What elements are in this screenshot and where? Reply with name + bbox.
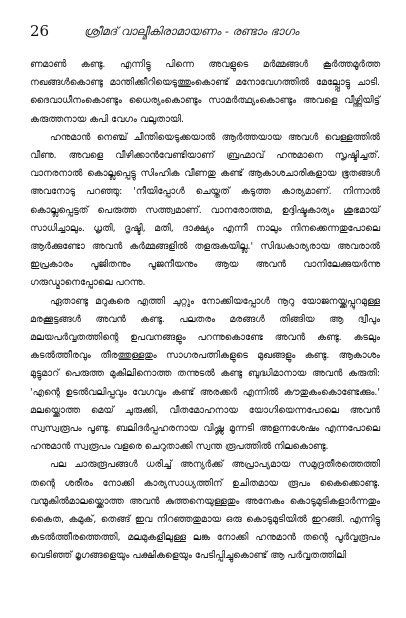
paragraph: ഹനുമാൻ നെഞ്ച് ചീന്തിയെടുക്കയാൽ ആർത്തയായ അവൾ വെള്ളത്തിൽ വീണു. അവളെ വീഴിക്കാൻവേണ്ടിയാണ് ബ്രഹ്മാവ് ഹനുമാനെ സൃഷ്ടിച്ചത്. വാനരനാൽ കൊല്ലപ്പെട്ടു സിംഹിക വീണതു കണ്ട് ആകാശചാരികളായ ഭൂതങ്ങൾ അവനോടു പറഞ്ഞു: 'നീയിപ്പോൾ ചെയ്തത് കടുത്ത കാര്യമാണ്. നിന്നാൽ കൊല്ലപ്പെട്ടത് പെരുത്ത സത്ത്വമാണ്. വാനരോത്തമ, ഉദ്ദിഷ്ടകാര്യം ശുഭമായ് സാധിച്ചാലും. ധൃതി, ദൃഷ്ടി, മതി, ദാക്ഷ്യം എന്നീ നാലും നിനക്കെന്നതുപോലെ ആർക്കുണ്ടോ അവൻ കർമ്മങ്ങളിൽ തളരുകയില്ല.' സിദ്ധകാര്യരായ അവരാൽ ഇപ്രകാരം പൂജിതനും പൂജനീയനും ആയ അവൻ വാനിലേക്കുയർന്നു ഗരുഡ്മാനെപ്പോലെ പറന്നു. [30, 131, 380, 289]
body-text [30, 56, 380, 566]
running-title: ശ്രീമദ് വാല്മീകിരാമായണം - രണ്ടാം ഭാഗം [84, 24, 300, 38]
page-header [30, 22, 388, 42]
page-number: 26 [30, 22, 50, 40]
paragraph: ഏതാണ്ടു മറുകരെ എത്തി ചുറ്റും നോക്കിയപ്പോൾ നൂറു യോജനയ്ക്കപ്പുറമുള്ള മരക്കൂട്ടങ്ങൾ അവൻ കണ്ടു. പലതരം മരങ്ങൾ തിങ്ങിയ ആ ദ്വീപും മലയപർവ്വതത്തിന്റെ ഉപവനങ്ങളും പറന്നുകൊണ്ടേ അവൻ കണ്ടു. കടലും കടൽത്തീരവും തീരത്തുള്ളതും സാഗരപത്നികളുടെ മുഖങ്ങളും കണ്ടു. ആകാശം മുട്ടുമാറ് പെരുത്ത മുകിലിനൊത്ത തന്നുടൽ കണ്ടു ബുദ്ധിമാനായ അവൻ കരുതി: 'എന്റെ ഉടൽവലിപ്പവും വേഗവും കണ്ട് അരക്കർ എന്നിൽ കൗതുകംകൊണ്ടേക്കും.' മലയ്ക്കൊത്ത മെയ് ചുരുക്കി, വീതമോഹനായ യോഗിയെന്നപോലെ അവൻ സ്വസ്വരൂപം പൂണ്ടു. ബലിദർപ്പഹരനായ വിഷ്ണു മൂന്നടി അളന്നശേഷം എന്നപോലെ ഹനുമാൻ സ്വരൂപം വളരെ ചെറുതാക്കി സ്വന്ത രൂപത്തിൽ നിലകൊണ്ടു. [30, 295, 380, 453]
paragraph: ണമാൺ കണ്ടു. എന്നിട്ടു പിന്നെ അവളുടെ മർമ്മങ്ങൾ കൂർത്തമൂർത്ത നഖങ്ങൾകൊണ്ടു മാന്തിക്കീറിയെടുത്തുംകൊണ്ട് മനോവേഗത്തിൽ മേല്പ്പോട്ടു ചാടി. ദൈവാധീനംകൊണ്ടും ധൈര്യംകൊണ്ടും സാമർത്ഥ്യംകൊണ്ടും അവളെ വീഴ്ത്തിയിട്ട് കരുത്തനായ കപി വേഗം വലുതായി. [30, 59, 380, 125]
paragraph: പല ചാരുരൂപങ്ങൾ ധരിച്ച് അന്യർക്ക് അപ്രാപ്യമായ സമുദ്രതീരത്തെത്തി തന്റെ ശരീരം നോക്കി കാര്യസാധ്യത്തിന് ഉചിതമായ രൂപം കൈക്കൊണ്ടു. വന്മുകിൽമാലയ്ക്കൊത്ത അവൻ കുത്തനെയുള്ളതും അനേകം കൊടുമുടികളാർന്നതും കൈത, കമുക്, തെങ്ങ് ഇവ നിറഞ്ഞതുമായ ഒരു കൊടുമുടിയിൽ ഇറങ്ങി. എന്നിട്ടു കടൽത്തീരത്തെത്തി, മലമുകളിലുള്ള ലങ്ക നോക്കി ഹനുമാൻ തന്റെ പൂർവ്വരൂപം വെടിഞ്ഞ് മൃഗങ്ങളെയും പക്ഷികളെയും പേടിപ്പിച്ചുകൊണ്ട് ആ പർവ്വതത്തിലി [30, 459, 380, 562]
